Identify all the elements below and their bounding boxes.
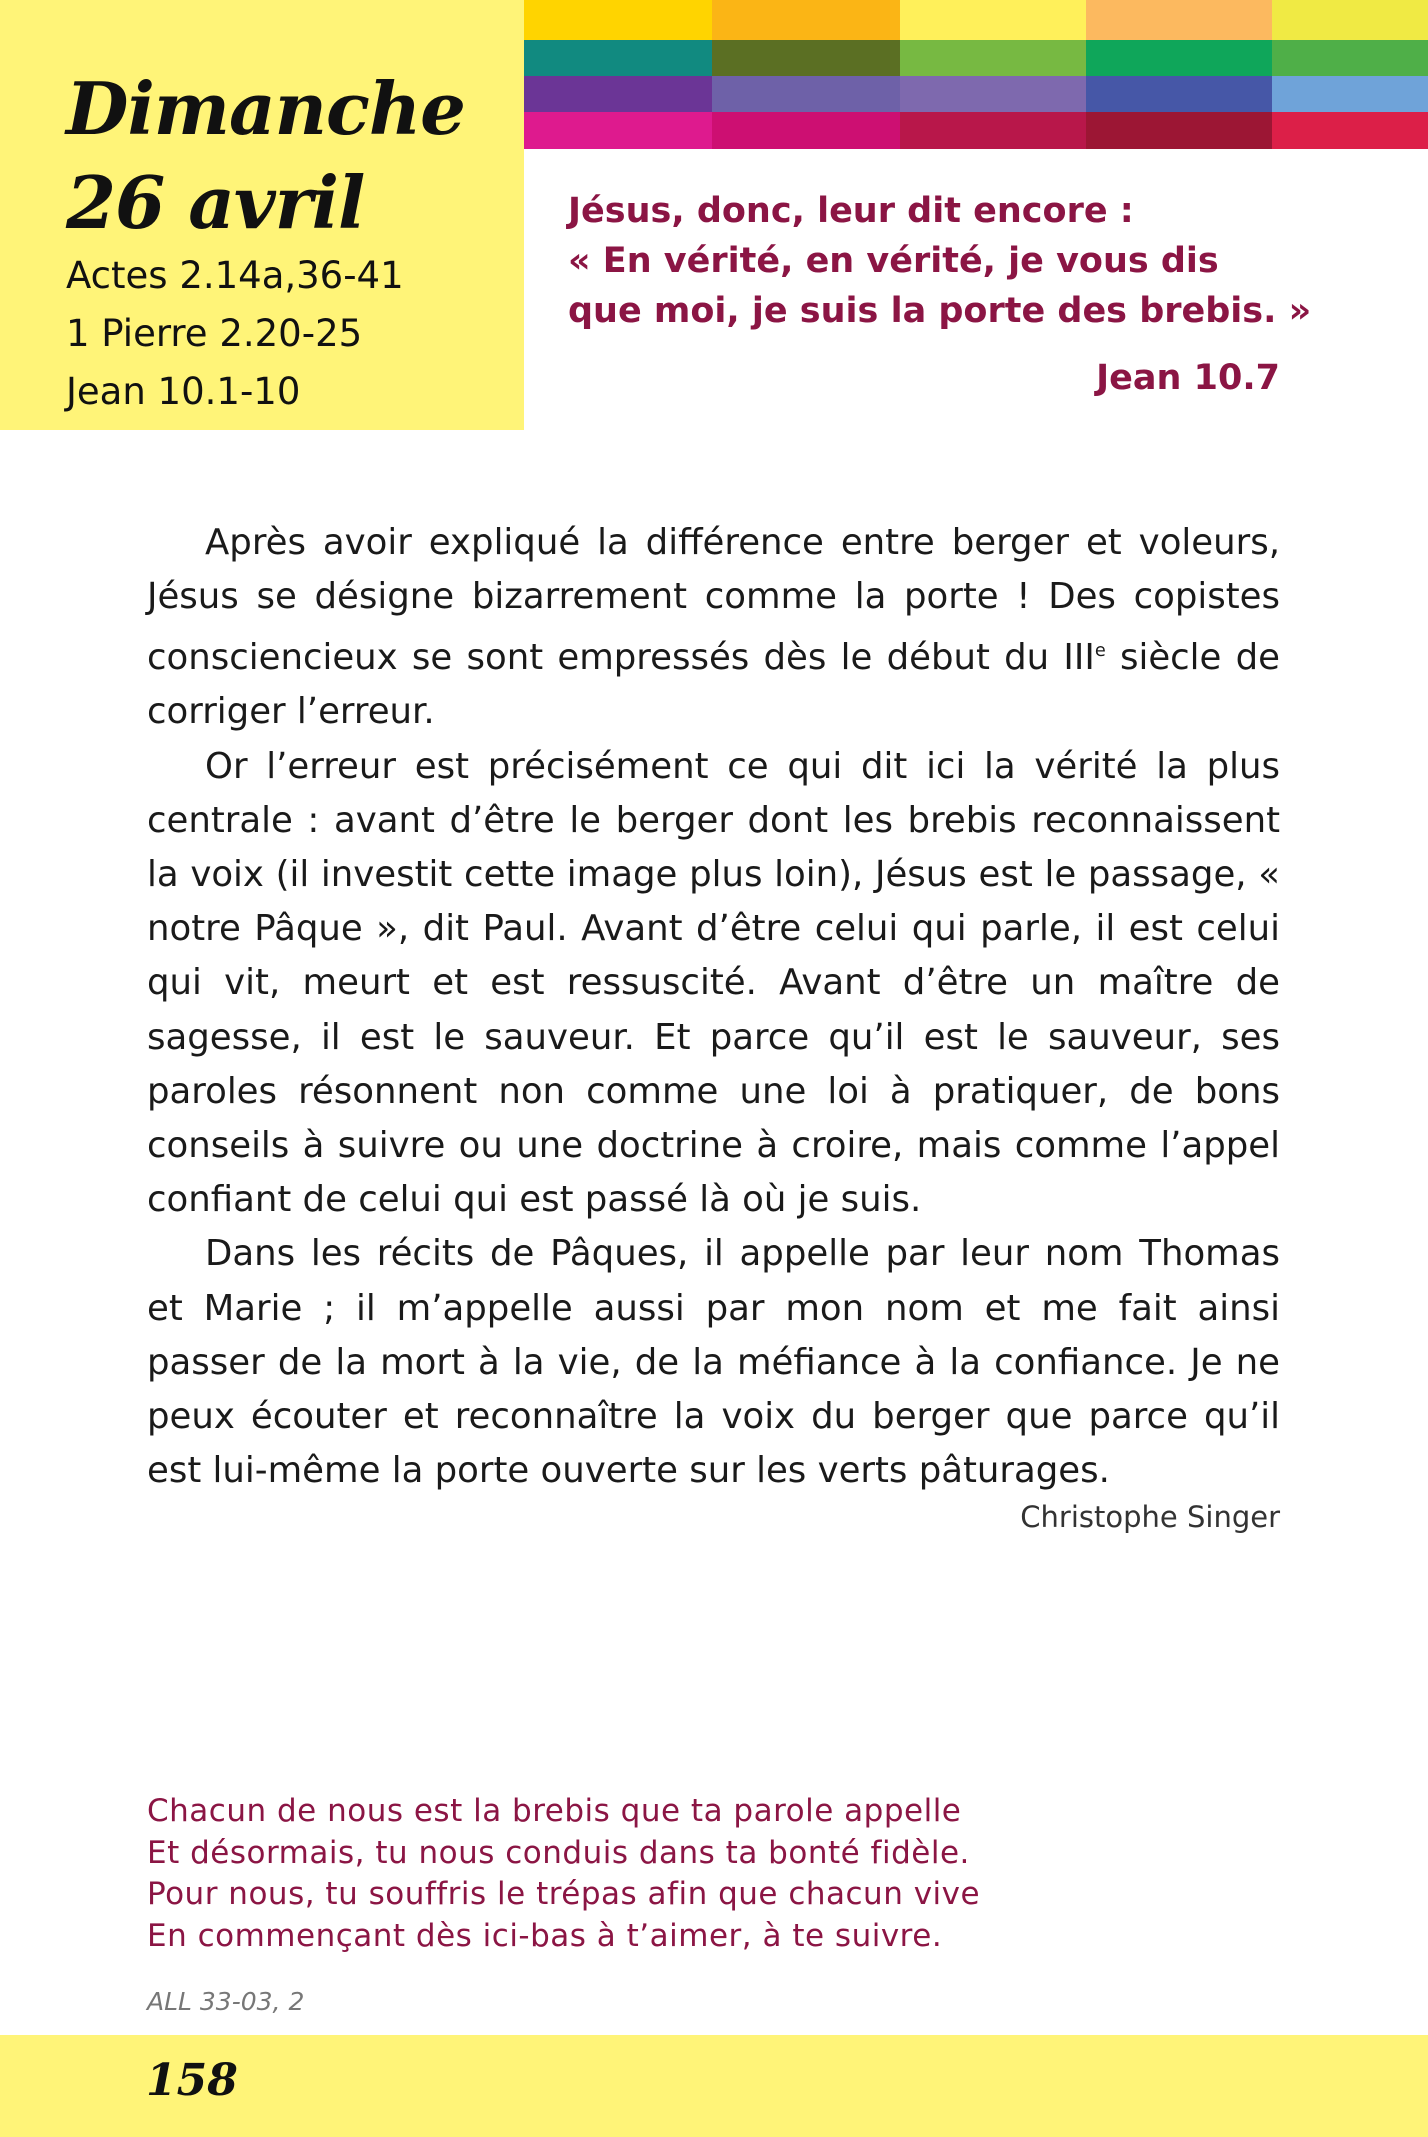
color-swatch <box>1272 0 1428 40</box>
paragraph-2: Or l’erreur est précisément ce qui dit ici la vérité la plus centrale : avant d’être le berger dont les brebis reconnaissent la voix (il investit cette image plus loin), Jésus est le passage, « notre Pâque », dit Paul. Avant d’être celui qui parle, il est celui qui vit, meurt et est ressuscité. Avant d’être un maître de sagesse, il est le sauveur. Et parce qu’il est le sauveur, ses paroles résonnent non comme une loi à pratiquer, de bons conseils à suivre ou une doctrine à croire, mais comme l’appel confiant de celui qui est passé là où je suis. <box>147 745 1280 1221</box>
color-swatch <box>712 40 900 76</box>
verse-quote <box>568 186 1312 336</box>
color-swatch <box>1272 76 1428 112</box>
reference-3: Jean 10.1-10 <box>66 370 301 413</box>
hymn-reference: ALL 33-03, 2 <box>147 1987 305 2016</box>
hymn-stanza <box>147 1791 980 1957</box>
hymn-line: Pour nous, tu souffris le trépas afin que chacun vive <box>147 1876 981 1912</box>
color-swatch <box>712 0 900 40</box>
reference-1: Actes 2.14a,36-41 <box>66 254 404 297</box>
hymn-line: En commençant dès ici-bas à t’aimer, à te suivre. <box>147 1917 943 1954</box>
color-swatch <box>712 112 900 149</box>
color-swatch <box>900 0 1086 40</box>
color-swatch <box>900 40 1086 76</box>
reading-references <box>66 247 404 421</box>
color-swatch <box>1272 112 1428 149</box>
verse-line: « En vérité, en vérité, je vous dis <box>568 241 1219 281</box>
color-swatch <box>1086 112 1272 149</box>
color-swatch <box>1086 76 1272 112</box>
color-swatch <box>1086 0 1272 40</box>
color-swatch <box>900 76 1086 112</box>
century-superscript: e <box>1094 641 1106 662</box>
paragraph-1-text-end: siècle de corriger l’erreur. <box>147 637 1280 733</box>
hymn-line: Chacun de nous est la brebis que ta parole appelle <box>147 1793 962 1829</box>
day-date: 26 avril <box>66 160 365 245</box>
color-swatch <box>524 76 712 112</box>
verse-reference: Jean 10.7 <box>1096 358 1280 398</box>
color-swatch <box>1272 40 1428 76</box>
paragraph-1-text: Après avoir expliqué la différence entre berger et voleurs, Jésus se désigne bizarrement comme la porte ! Des copistes consciencieux se sont empressés dès le début du III <box>147 522 1280 679</box>
meditation-text <box>147 516 1280 1498</box>
reference-2: 1 Pierre 2.20-25 <box>66 312 363 355</box>
color-swatch <box>1086 40 1272 76</box>
date-heading <box>66 62 465 250</box>
color-swatch <box>900 112 1086 149</box>
date-box <box>0 0 524 430</box>
verse-line: Jésus, donc, leur dit encore : <box>568 191 1134 231</box>
color-swatch <box>524 112 712 149</box>
color-swatch <box>712 76 900 112</box>
verse-line: que moi, je suis la porte des brebis. » <box>568 291 1312 331</box>
hymn-line: Et désormais, tu nous conduis dans ta bonté fidèle. <box>147 1834 970 1871</box>
color-swatch <box>524 40 712 76</box>
day-name: Dimanche <box>66 66 465 151</box>
color-swatch <box>524 0 712 40</box>
author-name: Christophe Singer <box>1020 1500 1280 1534</box>
paragraph-1 <box>147 516 1280 740</box>
color-swatch-grid <box>524 0 1428 149</box>
paragraph-3: Dans les récits de Pâques, il appelle par leur nom Thomas et Marie ; il m’appelle aussi par mon nom et me fait ainsi passer de la mort à la vie, de la méfiance à la confiance. Je ne peux écouter et reconnaître la voix du berger que parce qu’il est lui-même la porte ouverte sur les verts pâturages. <box>147 1233 1280 1492</box>
footer-band <box>0 2035 1428 2137</box>
page-number: 158 <box>146 2055 238 2106</box>
